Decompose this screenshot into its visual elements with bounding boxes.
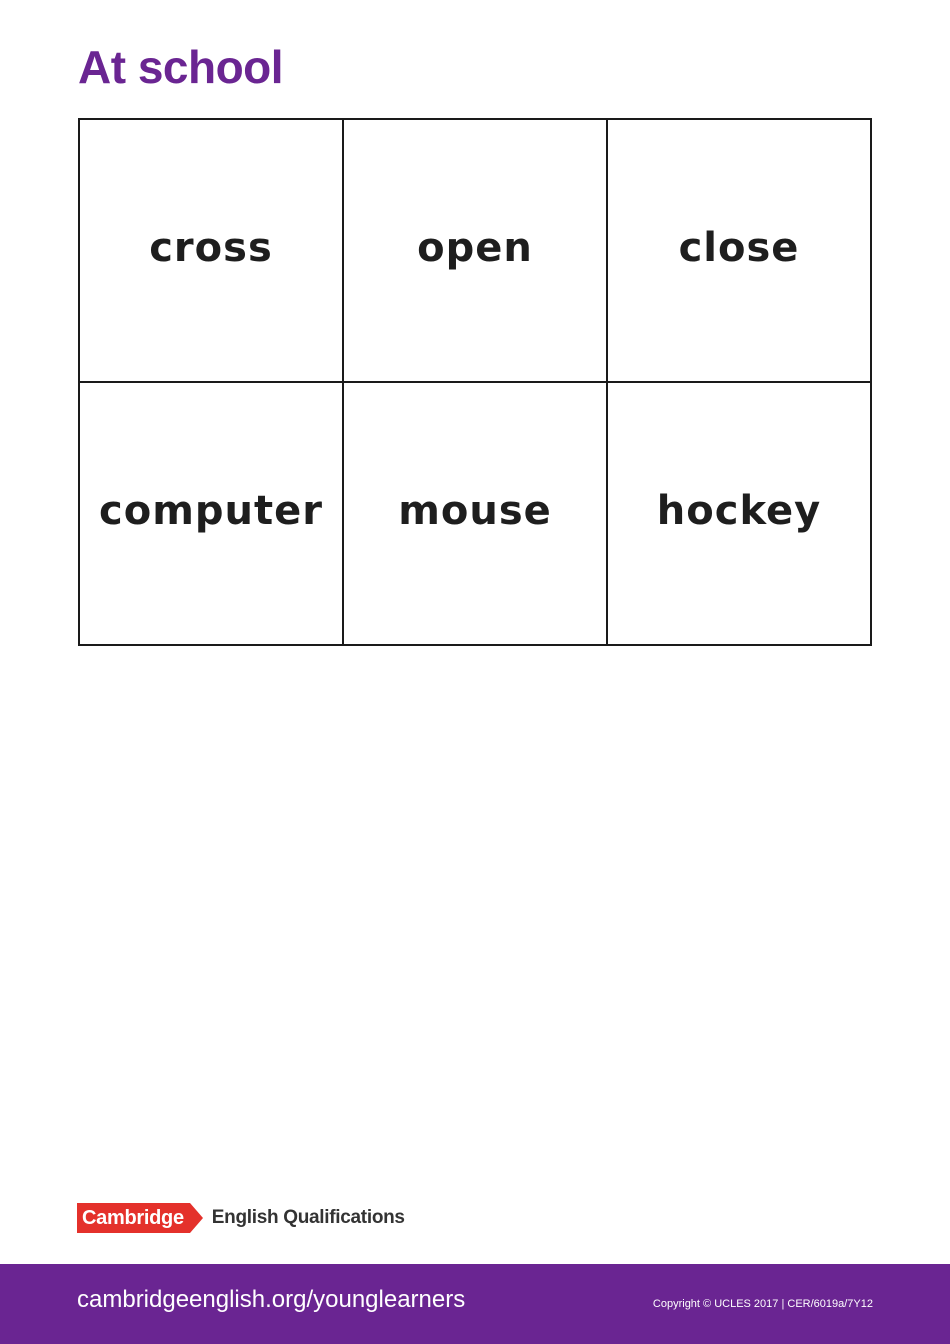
word-card-label: cross <box>149 224 273 271</box>
page-title: At school <box>78 41 284 93</box>
footer-bar <box>0 1264 950 1344</box>
word-card <box>80 383 344 646</box>
word-card-label: computer <box>99 487 323 534</box>
cambridge-logo <box>77 1203 405 1233</box>
footer-website-link[interactable]: cambridgeenglish.org/younglearners <box>77 1286 466 1313</box>
cambridge-logo-tag: Cambridge <box>77 1203 190 1233</box>
word-card <box>608 383 872 646</box>
word-card <box>344 120 608 383</box>
word-card-grid <box>78 118 872 646</box>
word-card <box>344 383 608 646</box>
word-card-label: close <box>678 224 800 271</box>
word-card-label: open <box>417 224 533 271</box>
word-card <box>608 120 872 383</box>
word-card-label: hockey <box>656 487 822 534</box>
word-card-label: mouse <box>398 487 552 534</box>
footer-copyright: Copyright © UCLES 2017 | CER/6019a/7Y12 <box>652 1298 873 1310</box>
word-card <box>80 120 344 383</box>
cambridge-logo-subtitle: English Qualifications <box>211 1207 405 1228</box>
